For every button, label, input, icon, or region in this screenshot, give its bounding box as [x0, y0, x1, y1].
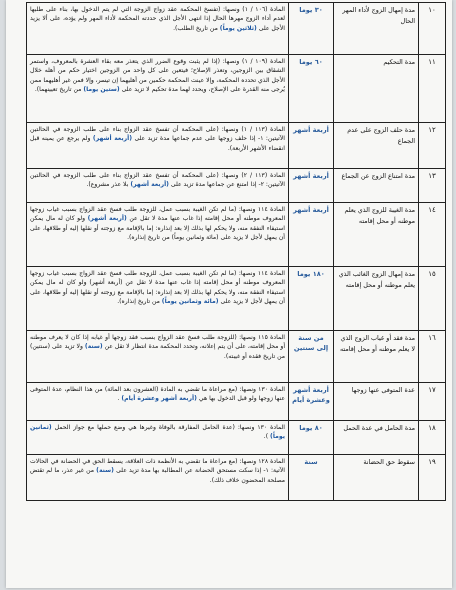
row-topic: عدة المتوفى عنها زوجها — [334, 383, 419, 421]
row-description — [27, 123, 289, 169]
row-number: ١٥ — [419, 267, 446, 331]
desc-highlight: (ثمانين يوماً) — [30, 424, 285, 441]
desc-text: المادة ١٣٠ ونصها: (مع مراعاة ما تقضي به المادة (العشرون بعد المائة) من هذا النظام، عدة المتوفى عنها زوجها ولو قبل الدخول بها هي — [30, 386, 285, 403]
desc-text-end: من تاريخ الطلب). — [173, 24, 218, 32]
table-row — [27, 421, 446, 455]
row-duration: ٦٠ يوما — [289, 55, 334, 123]
row-description — [27, 331, 289, 383]
row-number: ١٧ — [419, 383, 446, 421]
desc-highlight: (سنة) — [96, 467, 114, 475]
table-row — [27, 455, 446, 501]
desc-highlight: (سنة) — [84, 343, 103, 351]
row-number: ١٤ — [419, 203, 446, 267]
desc-text: المادة ١٢٨ ونصها: (مع مراعاة ما تقضي به الأنظمة ذات العلاقة، يسقط الحق في الحضانة في الحالات الآتية: ١- إذا سكت مستحق الحضانة عن المطالبة بها مدة تزيد على — [30, 458, 286, 475]
row-duration: ٣٠ يوما — [289, 3, 334, 55]
row-number: ١١ — [419, 55, 446, 123]
row-duration: أربعة أشهر — [289, 123, 334, 169]
desc-text-end: ولو كان له مال يمكن استيفاء النفقة منه، ولا يحكم لها بذلك إلا بعد إنذاره: إما بالإقامة مع زوجته أو نقلها إليه أو طلاقها، على أن يمهل لأجل لا يزيد على (مائة وثمانين يوماً) من تاريخ إنذاره). — [30, 215, 285, 242]
desc-text: المادة ١١٤ ونصها: (ما لم تكن الغيبة بسبب عمل، للزوجة طلب فسخ عقد الزواج بسبب غياب زوجها المعروف موطنه أو محل إقامته إذا غاب عنها مدة لا تقل عن — [30, 206, 286, 223]
table-row — [27, 383, 446, 421]
row-topic: مدة إمهال الزوج لأداء المهر الحال — [334, 3, 419, 55]
desc-text: المادة ١٣٠ ونصها: (عدة الحامل المفارقة بالوفاة وغيرها هي وضع حملها مع جواز الحمل — [54, 424, 285, 431]
row-topic: مدة إمهال الزوج الغائب الذي يعلم موطنه أو محل إقامته — [334, 267, 419, 331]
row-description — [27, 203, 289, 267]
table-row — [27, 169, 446, 203]
row-number: ١٣ — [419, 169, 446, 203]
desc-highlight: (أربعة أشهر) — [130, 181, 169, 189]
row-topic: مدة حلف الزوج على عدم الجماع — [334, 123, 419, 169]
table-row — [27, 331, 446, 383]
desc-text-end: بلا عذر مشروع). — [86, 181, 129, 189]
table-row — [27, 3, 446, 55]
desc-text: المادة (١١٣ / ٢) ونصها: (على المحكمة أن تفسخ عقد الزواج بناء على طلب الزوجة في الحالتين الآتيتين: ٢- إذا امتنع عن جماعها مدة تزيد على — [30, 172, 286, 189]
desc-text: المادة (١١٣ / ١) ونصها: (على المحكمة أن تفسخ عقد الزواج بناء على طلب الزوجة في الحالتين الآتيتين: ١- إذا حلف زوجها على عدم جماعها مدة تزيد على — [30, 126, 286, 143]
row-description — [27, 383, 289, 421]
row-topic: سقوط حق الحضانة — [334, 455, 419, 501]
row-topic: مدة الحامل في عدة الحمل — [334, 421, 419, 455]
desc-highlight: (ثلاثين يوماً) — [219, 24, 257, 32]
desc-text: المادة (١٠٩ / ١) ونصها: (إذا لم يثبت وقوع الضرر الذي يتعذر معه بقاء العشرة بالمعروف، واستمر الشقاق بين الزوجين، وتعذر الإصلاح؛ فيتعين على كل واحد من الزوجين اختيار حكم من أهله خلال الأجل الذي تحدده المحكمة، وإلا عينت المحكمة حكمين من أهليهما إن تيسر، وإلا فمن غير أهليهما ممن يُرجى منه القدرة على الإصلاح، ويحدد لهما مدة تحكيم لا تزيد على — [30, 58, 285, 94]
row-number: ١٢ — [419, 123, 446, 169]
table-row — [27, 55, 446, 123]
desc-text-end: . — [117, 395, 120, 403]
desc-text-end: ولا تزيد على (سنتين) من تاريخ فقده أو غيبته). — [30, 343, 285, 360]
document-page — [6, 0, 452, 588]
row-number: ١٨ — [419, 421, 446, 455]
row-number: ١٦ — [419, 331, 446, 383]
row-topic: مدة الغيبة للزوج الذي يعلم موطنه أو محل إقامته — [334, 203, 419, 267]
row-number: ١٩ — [419, 455, 446, 501]
row-duration: سنة — [289, 455, 334, 501]
table-row — [27, 123, 446, 169]
row-description — [27, 267, 289, 331]
row-duration: أربعة أشهر وعشرة أيام — [289, 383, 334, 421]
desc-highlight: (مائة وثمانين يوماً) — [161, 298, 219, 306]
row-duration: ٨٠ يوما — [289, 421, 334, 455]
row-duration: أربعة أشهر — [289, 169, 334, 203]
desc-text-end: من غير عذر، ما لم تقتض مصلحة المحضون خلاف ذلك). — [30, 467, 285, 484]
row-topic: مدة امتناع الزوج عن الجماع — [334, 169, 419, 203]
row-duration: من سنة إلى سنتين — [289, 331, 334, 383]
table-row — [27, 267, 446, 331]
row-topic: مدة فقد أو غياب الزوج الذي لا يعلم موطنه أو محل إقامته — [334, 331, 419, 383]
row-description — [27, 169, 289, 203]
row-duration: ١٨٠ يوما — [289, 267, 334, 331]
legal-durations-table — [26, 2, 446, 501]
desc-highlight: (أربعة أشهر) — [92, 135, 133, 143]
row-number: ١٠ — [419, 3, 446, 55]
desc-text-end: من تاريخ تعيينهما). — [34, 86, 82, 94]
desc-text: المادة ١١٥ ونصها: (للزوجة طلب فسخ عقد الزواج بسبب فقد زوجها أو غيابه إذا كان لا يعرف موطنه أو محل إقامته، على أن يتم إعلانه، وتحدد المحكمة مدة انتظار لا تقل عن — [30, 334, 286, 351]
desc-highlight: (أربعة أشهر) — [87, 215, 127, 223]
row-topic: مدة التحكيم — [334, 55, 419, 123]
row-description — [27, 55, 289, 123]
row-description — [27, 421, 289, 455]
row-description — [27, 3, 289, 55]
desc-text-end: من تاريخ إنذاره). — [117, 298, 160, 306]
desc-highlight: (أربعة أشهر وعشرة أيام) — [121, 395, 197, 403]
desc-text-end: ). — [263, 433, 269, 441]
desc-text: المادة ١١٤ ونصها: (ما لم تكن الغيبة بسبب عمل، للزوجة طلب فسخ عقد الزواج بسبب غياب زوجها المعروف موطنه أو محل إقامته إذا غاب عنها مدة لا تقل عن (أربعة أشهر) ولو كان له مال يمكن استيفاء النفقة منه، ولا يحكم لها بذلك إلا بعد إنذاره: إما بالإقامة مع زوجته أو نقلها إليه أو طلاقها، على أن يمهل لأجل لا يزيد على — [30, 270, 285, 306]
table-row — [27, 203, 446, 267]
desc-text-end: ولم يرجع عن يمينه قبل انقضاء الأشهر الأربعة). — [30, 135, 285, 152]
desc-highlight: (ستين يوما) — [83, 86, 120, 94]
row-duration: أربعة أشهر — [289, 203, 334, 267]
desc-text: المادة (١٠٦ / ١) ونصها: (تفسخ المحكمة عقد زواج الزوجة التي لم يتم الدخول بها، بناء على طلبها لعدم أداء الزوج مهرها الحال إذا انتهى الأجل الذي حددته المحكمة لأداء المهر ولم يؤده، على ألا يزيد الأجل على — [30, 6, 285, 32]
row-description — [27, 455, 289, 501]
